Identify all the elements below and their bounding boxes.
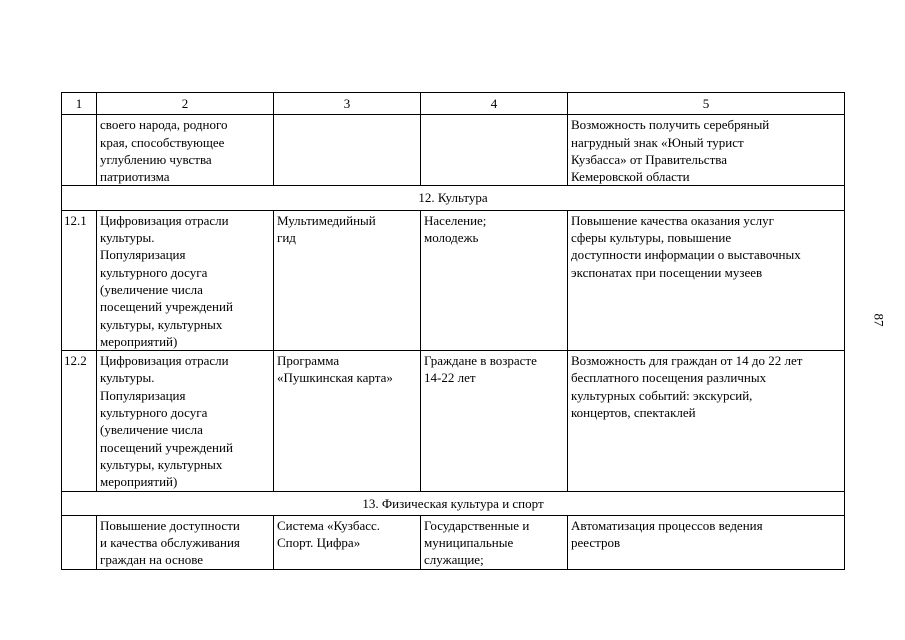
table-cell-tool: Программа «Пушкинская карта» [274, 351, 421, 491]
table-cell-tool: Мультимедийный гид [274, 210, 421, 350]
table-cell-audience: Граждане в возрасте 14-22 лет [421, 351, 568, 491]
table-row [62, 210, 845, 350]
row-number: 12.2 [62, 351, 97, 491]
row-number [62, 115, 97, 186]
section-title-sport: 13. Физическая культура и спорт [62, 491, 845, 515]
table-cell-goal: своего народа, родного края, способствующее углублению чувства патриотизма [97, 115, 274, 186]
header-col-3: 3 [274, 93, 421, 115]
row-number [62, 515, 97, 569]
table-cell-goal: Цифровизация отрасли культуры. Популяризация культурного досуга (увеличение числа посещений учреждений культуры, культурных мероприятий) [97, 351, 274, 491]
section-title-culture: 12. Культура [62, 186, 845, 210]
table-cell-audience: Государственные и муниципальные служащие; [421, 515, 568, 569]
section-row [62, 491, 845, 515]
table-cell-audience: Население; молодежь [421, 210, 568, 350]
table-cell-effect: Повышение качества оказания услуг сферы культуры, повышение доступности информации о выставочных экспонатах при посещении музеев [568, 210, 845, 350]
table-row [62, 515, 845, 569]
row-number: 12.1 [62, 210, 97, 350]
measures-table [61, 92, 845, 570]
header-col-1: 1 [62, 93, 97, 115]
header-col-4: 4 [421, 93, 568, 115]
table-cell-effect: Автоматизация процессов ведения реестров [568, 515, 845, 569]
header-col-5: 5 [568, 93, 845, 115]
table-cell-goal: Повышение доступности и качества обслуживания граждан на основе [97, 515, 274, 569]
page-number: 87 [871, 313, 887, 327]
header-col-2: 2 [97, 93, 274, 115]
table-cell-effect: Возможность получить серебряный нагрудный знак «Юный турист Кузбасса» от Правительства Кемеровской области [568, 115, 845, 186]
table-row [62, 115, 845, 186]
table-row [62, 351, 845, 491]
section-row [62, 186, 845, 210]
header-row [62, 93, 845, 115]
table-cell-tool [274, 115, 421, 186]
table-cell-goal: Цифровизация отрасли культуры. Популяризация культурного досуга (увеличение числа посещений учреждений культуры, культурных мероприятий) [97, 210, 274, 350]
table-cell-tool: Система «Кузбасс. Спорт. Цифра» [274, 515, 421, 569]
table-cell-effect: Возможность для граждан от 14 до 22 лет бесплатного посещения различных культурных событий: экскурсий, концертов, спектаклей [568, 351, 845, 491]
table-cell-audience [421, 115, 568, 186]
